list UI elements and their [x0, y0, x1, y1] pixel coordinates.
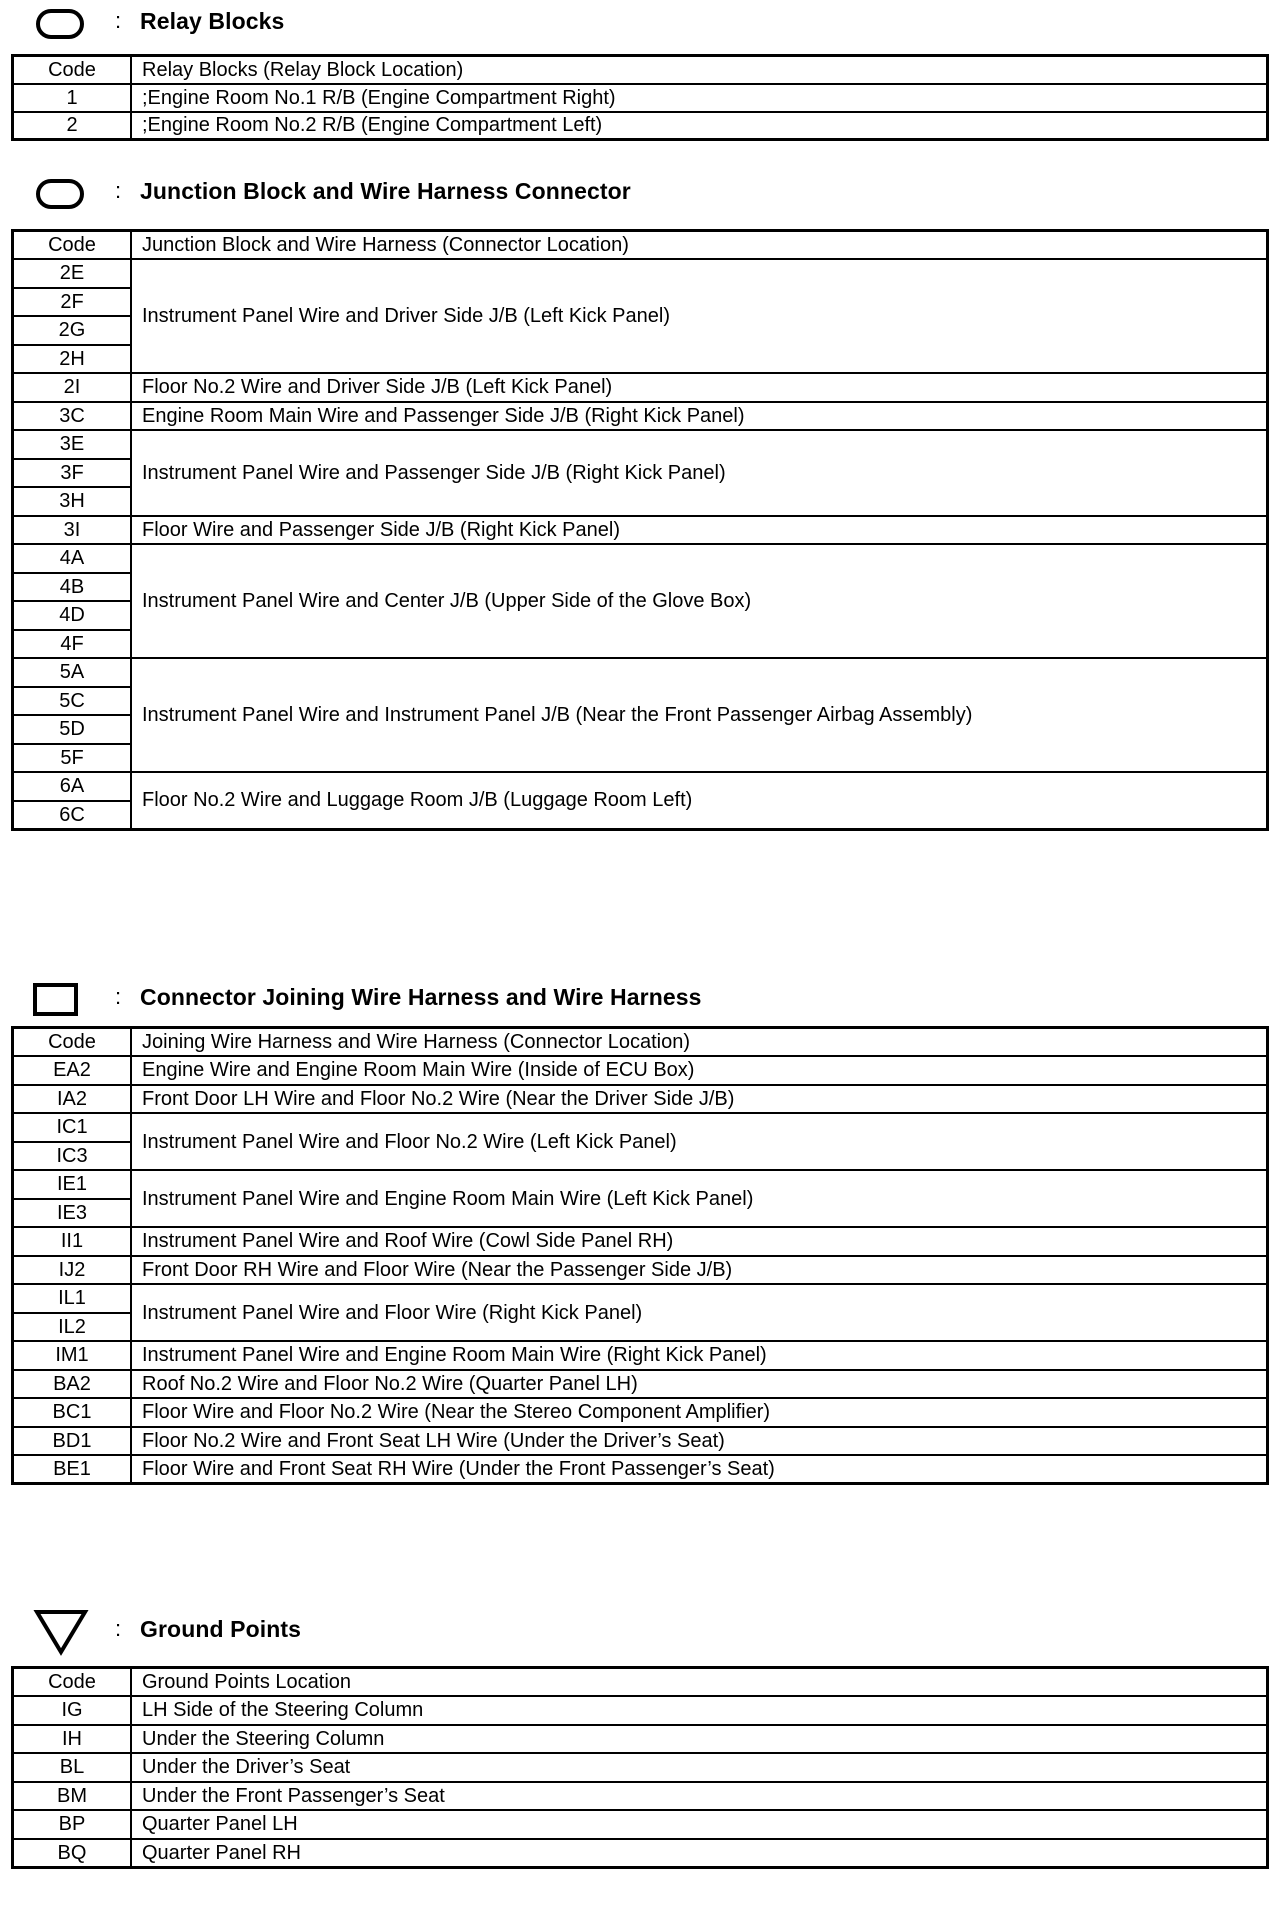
table-row	[13, 84, 1268, 112]
location-cell: Instrument Panel Wire and Engine Room Main Wire (Right Kick Panel)	[131, 1341, 1268, 1370]
junction-block-header	[0, 174, 1280, 214]
code-cell: 5C	[13, 687, 132, 716]
location-cell: Quarter Panel LH	[131, 1810, 1268, 1839]
code-cell: IL2	[13, 1313, 132, 1342]
location-column-header: Relay Blocks (Relay Block Location)	[131, 56, 1268, 84]
code-cell: 2G	[13, 316, 132, 345]
relay-block-oval-icon	[35, 8, 85, 40]
code-cell: 4A	[13, 544, 132, 573]
code-cell: BC1	[13, 1398, 132, 1427]
code-cell: 2H	[13, 345, 132, 374]
location-cell: Under the Driver’s Seat	[131, 1753, 1268, 1782]
code-cell: BP	[13, 1810, 132, 1839]
code-column-header: Code	[13, 1028, 132, 1057]
ground-points-title: Ground Points	[140, 1616, 302, 1642]
location-cell: Instrument Panel Wire and Driver Side J/B (Left Kick Panel)	[131, 259, 1268, 373]
relay-blocks-title: Relay Blocks	[140, 8, 285, 34]
code-cell: 4F	[13, 630, 132, 659]
location-cell: Under the Steering Column	[131, 1725, 1268, 1754]
code-cell: 5A	[13, 658, 132, 687]
connector-joining-table	[11, 1026, 1269, 1485]
code-cell: 3I	[13, 516, 132, 545]
junction-block-colon: :	[115, 178, 122, 203]
code-cell: IJ2	[13, 1256, 132, 1285]
code-cell: IC1	[13, 1113, 132, 1142]
location-cell: Floor Wire and Front Seat RH Wire (Under the Front Passenger’s Seat)	[131, 1455, 1268, 1484]
location-cell: Floor No.2 Wire and Front Seat LH Wire (Under the Driver’s Seat)	[131, 1427, 1268, 1456]
location-cell: Front Door LH Wire and Floor No.2 Wire (Near the Driver Side J/B)	[131, 1085, 1268, 1114]
location-cell: Instrument Panel Wire and Floor No.2 Wire (Left Kick Panel)	[131, 1113, 1268, 1170]
code-cell: 2E	[13, 259, 132, 288]
code-cell: 4D	[13, 601, 132, 630]
location-cell: Floor No.2 Wire and Luggage Room J/B (Luggage Room Left)	[131, 772, 1268, 829]
code-cell: 6A	[13, 772, 132, 801]
code-cell: IA2	[13, 1085, 132, 1114]
connector-joining-header	[0, 978, 1280, 1018]
location-cell: Front Door RH Wire and Floor Wire (Near the Passenger Side J/B)	[131, 1256, 1268, 1285]
code-cell: 3E	[13, 430, 132, 459]
junction-block-table	[11, 229, 1269, 831]
code-cell: BM	[13, 1782, 132, 1811]
location-cell: Floor Wire and Floor No.2 Wire (Near the Stereo Component Amplifier)	[131, 1398, 1268, 1427]
code-column-header: Code	[13, 231, 132, 260]
code-cell: 4B	[13, 573, 132, 602]
connector-joining-colon: :	[115, 984, 122, 1009]
location-cell: Under the Front Passenger’s Seat	[131, 1782, 1268, 1811]
location-cell: Engine Wire and Engine Room Main Wire (Inside of ECU Box)	[131, 1056, 1268, 1085]
location-cell: Instrument Panel Wire and Instrument Panel J/B (Near the Front Passenger Airbag Assembly)	[131, 658, 1268, 772]
code-cell: BL	[13, 1753, 132, 1782]
code-cell: IG	[13, 1696, 132, 1725]
code-cell: 2I	[13, 373, 132, 402]
code-cell: BQ	[13, 1839, 132, 1868]
location-cell: Instrument Panel Wire and Passenger Side J/B (Right Kick Panel)	[131, 430, 1268, 516]
ground-triangle-icon	[33, 1608, 89, 1656]
relay-blocks-table	[11, 54, 1269, 141]
location-cell: LH Side of the Steering Column	[131, 1696, 1268, 1725]
code-cell: 3F	[13, 459, 132, 488]
location-column-header: Junction Block and Wire Harness (Connector Location)	[131, 231, 1268, 260]
location-cell: Instrument Panel Wire and Center J/B (Upper Side of the Glove Box)	[131, 544, 1268, 658]
code-cell: 3C	[13, 402, 132, 431]
location-column-header: Ground Points Location	[131, 1668, 1268, 1697]
code-cell: IM1	[13, 1341, 132, 1370]
code-cell: II1	[13, 1227, 132, 1256]
code-cell: 6C	[13, 801, 132, 830]
code-cell: BD1	[13, 1427, 132, 1456]
ground-points-header	[0, 1610, 1280, 1650]
ground-points-table	[11, 1666, 1269, 1869]
code-cell: BA2	[13, 1370, 132, 1399]
junction-block-title: Junction Block and Wire Harness Connector	[140, 178, 631, 204]
code-cell: 1	[13, 84, 132, 112]
code-column-header: Code	[13, 1668, 132, 1697]
code-cell: IH	[13, 1725, 132, 1754]
location-cell: ;Engine Room No.2 R/B (Engine Compartment Left)	[131, 112, 1268, 140]
code-cell: 5D	[13, 715, 132, 744]
ground-points-colon: :	[115, 1616, 122, 1641]
junction-block-oval-icon	[35, 178, 85, 210]
code-cell: 2F	[13, 288, 132, 317]
location-cell: Floor No.2 Wire and Driver Side J/B (Left Kick Panel)	[131, 373, 1268, 402]
code-cell: 2	[13, 112, 132, 140]
code-cell: 5F	[13, 744, 132, 773]
code-column-header: Code	[13, 56, 132, 84]
code-cell: IE3	[13, 1199, 132, 1228]
relay-blocks-colon: :	[115, 8, 122, 33]
location-cell: Instrument Panel Wire and Floor Wire (Right Kick Panel)	[131, 1284, 1268, 1341]
location-cell: Instrument Panel Wire and Engine Room Main Wire (Left Kick Panel)	[131, 1170, 1268, 1227]
code-cell: 3H	[13, 487, 132, 516]
code-cell: IL1	[13, 1284, 132, 1313]
code-cell: IC3	[13, 1142, 132, 1171]
location-cell: Roof No.2 Wire and Floor No.2 Wire (Quarter Panel LH)	[131, 1370, 1268, 1399]
table-header-row	[13, 56, 1268, 84]
location-cell: Instrument Panel Wire and Roof Wire (Cowl Side Panel RH)	[131, 1227, 1268, 1256]
table-row	[13, 112, 1268, 140]
code-cell: BE1	[13, 1455, 132, 1484]
connector-square-icon	[32, 982, 80, 1018]
code-cell: IE1	[13, 1170, 132, 1199]
relay-blocks-header	[0, 2, 1280, 42]
code-cell: EA2	[13, 1056, 132, 1085]
location-cell: ;Engine Room No.1 R/B (Engine Compartment Right)	[131, 84, 1268, 112]
location-cell: Quarter Panel RH	[131, 1839, 1268, 1868]
connector-joining-title: Connector Joining Wire Harness and Wire Harness	[140, 984, 702, 1010]
location-cell: Engine Room Main Wire and Passenger Side J/B (Right Kick Panel)	[131, 402, 1268, 431]
location-cell: Floor Wire and Passenger Side J/B (Right Kick Panel)	[131, 516, 1268, 545]
location-column-header: Joining Wire Harness and Wire Harness (Connector Location)	[131, 1028, 1268, 1057]
